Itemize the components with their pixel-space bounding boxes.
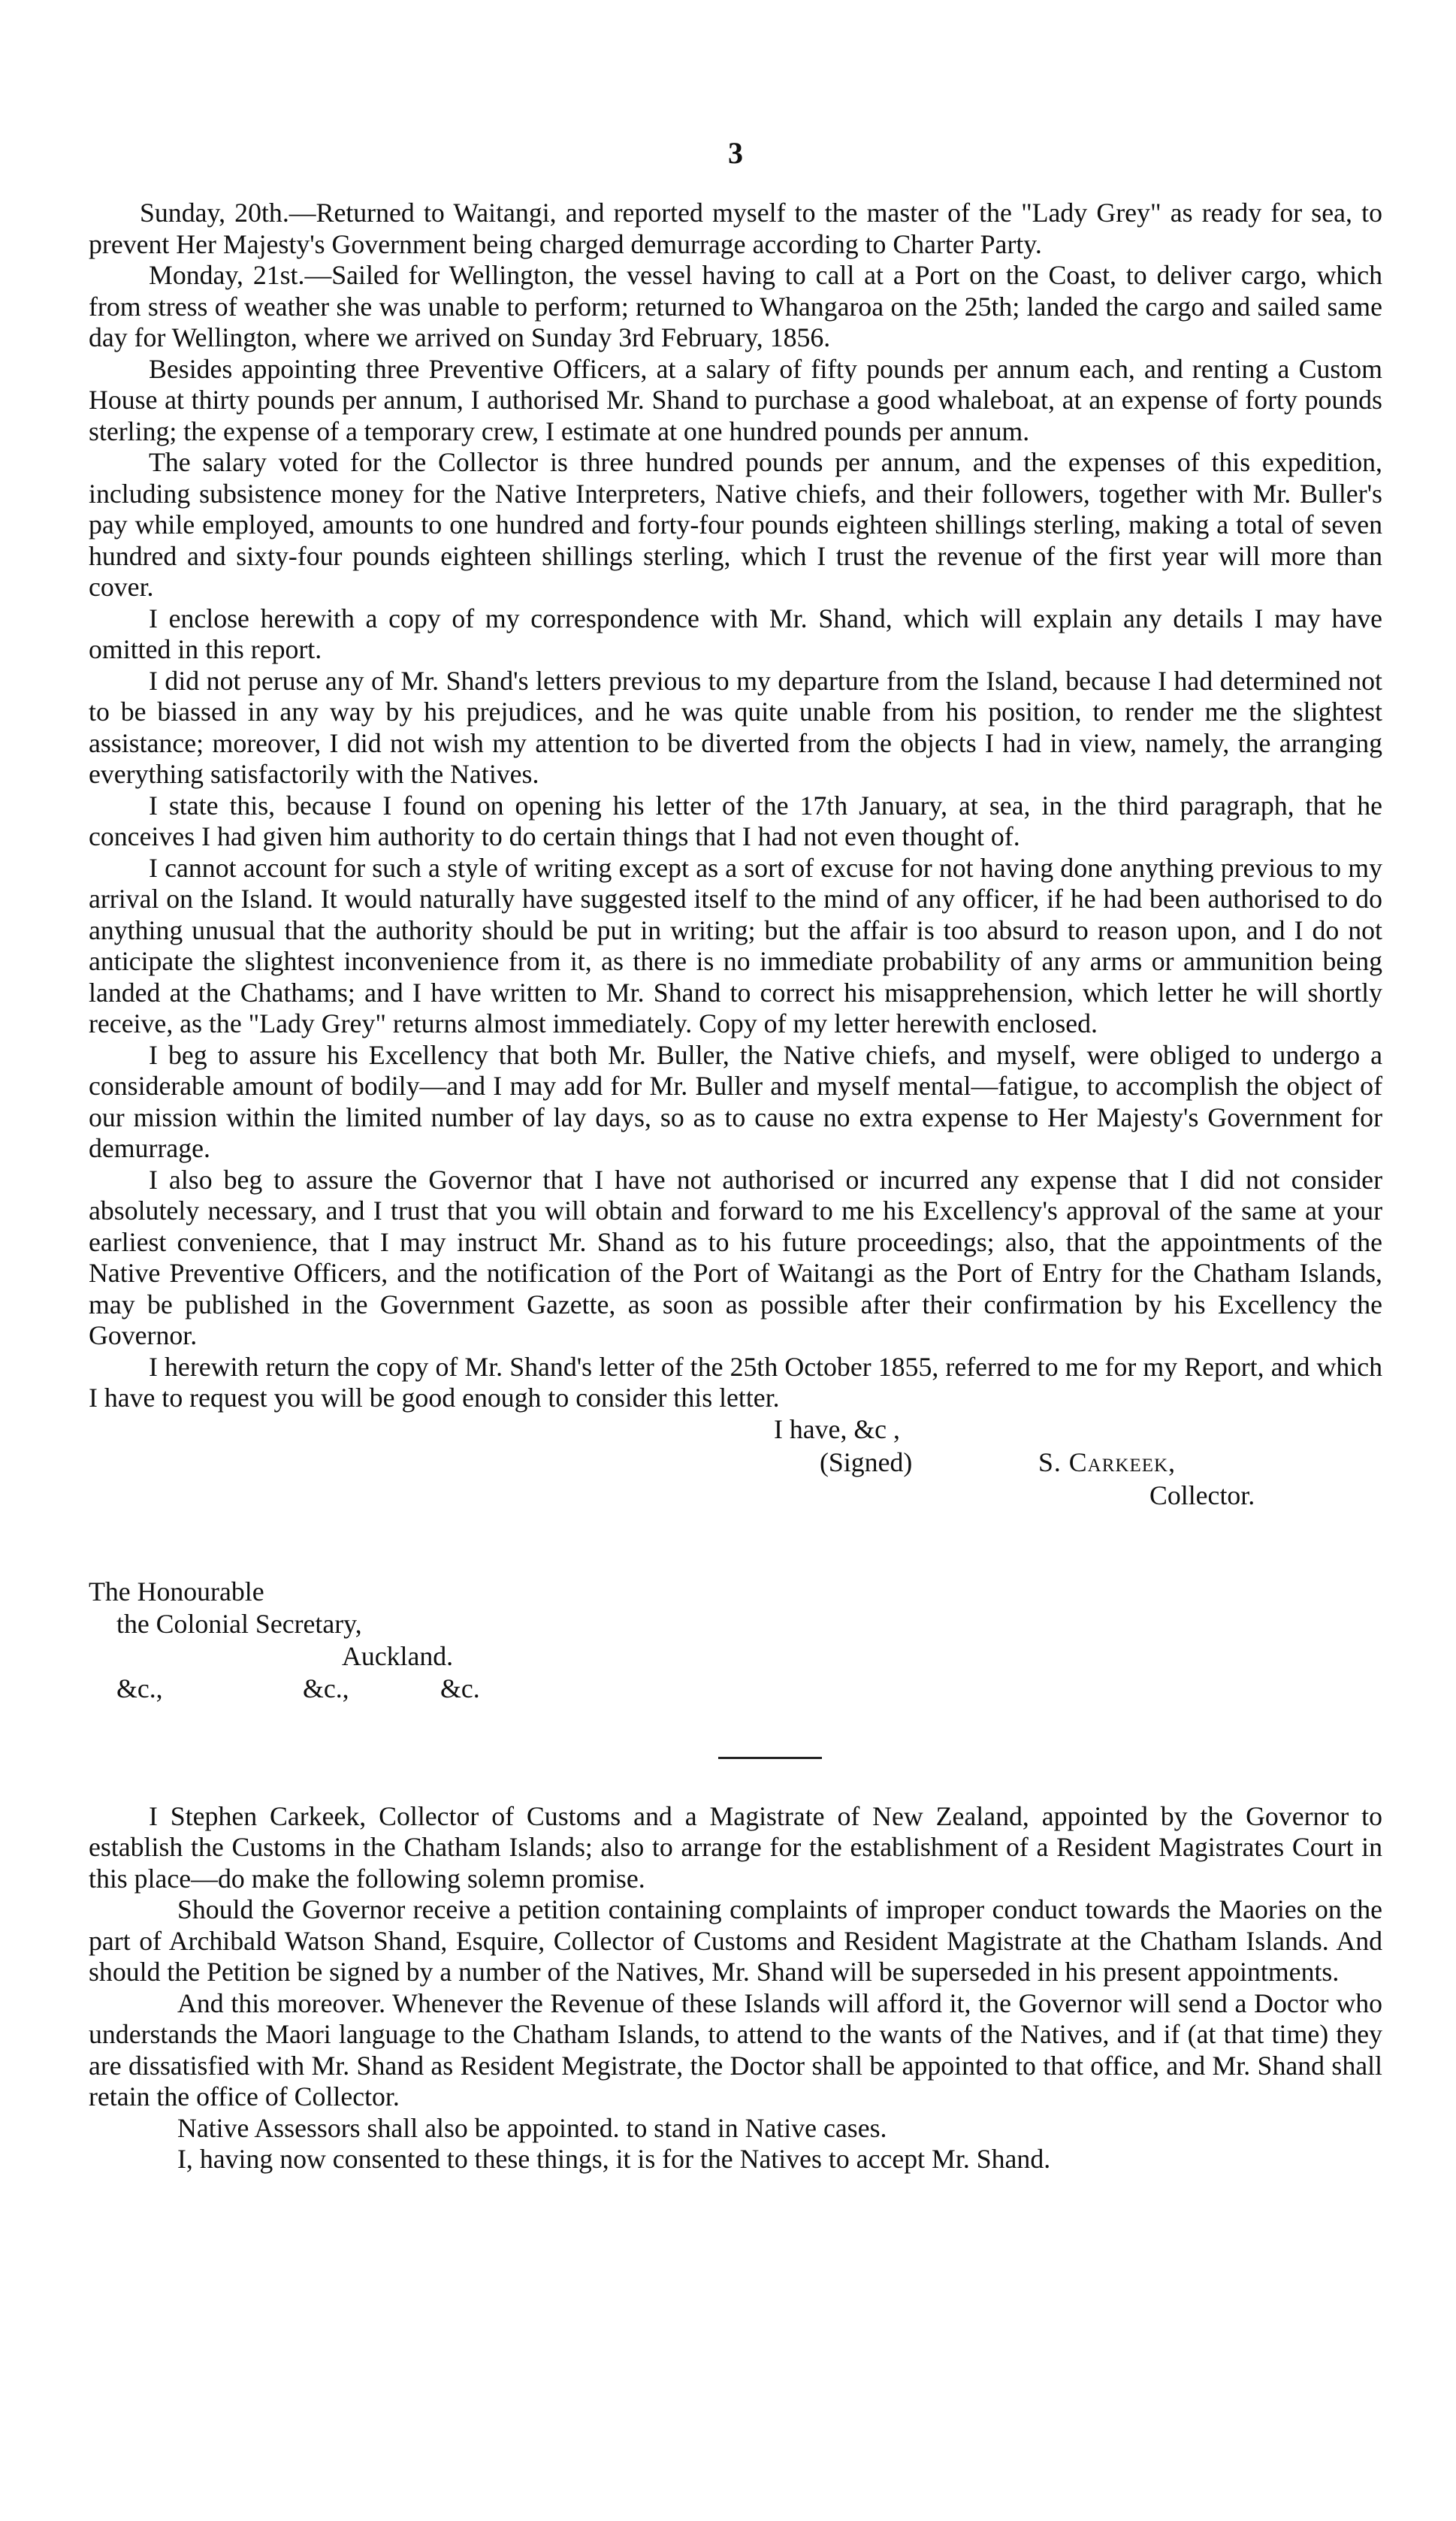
document-page [89, 135, 1382, 2175]
etc-mark: &c. [440, 1673, 480, 1703]
report-body [89, 198, 1382, 1414]
signatory-name: S. Carkeek, [1038, 1446, 1177, 1477]
report-paragraph: I did not peruse any of Mr. Shand's letters previous to my departure from the Island, because I had determined not to be biassed in any way by his prejudices, and he was quite unable from his position, to render me the slightest assistance; moreover, I did not wish my attention to be diverted from the objects I had in view, namely, the arranging everything satisfactorily with the Natives. [89, 665, 1382, 789]
report-paragraph: Sunday, 20th.—Returned to Waitangi, and reported myself to the master of the "Lady Grey" as ready for sea, to prevent Her Majesty's Government being charged demurrage according to Charter Party. [89, 198, 1382, 259]
promise-paragraph: Should the Governor receive a petition containing complaints of improper conduct towards the Maories on the part of Archibald Watson Shand, Esquire, Collector of Customs and Resident Magistrate at the Chatham Islands. And should the Petition be signed by a number of the Natives, Mr. Shand will be superseded in his present appointments. [89, 1894, 1382, 1987]
promise-body [89, 1801, 1382, 2175]
signatory-title: Collector. [1149, 1480, 1255, 1510]
report-paragraph: I state this, because I found on opening his letter of the 17th January, at sea, in the third paragraph, that he conceives I had given him authority to do certain things that I had not even thought of. [89, 790, 1382, 851]
report-paragraph: The salary voted for the Collector is three hundred pounds per annum, and the expenses of this expedition, including subsistence money for the Native Interpreters, Native chiefs, and their followers, together with Mr. Buller's pay while employed, amounts to one hundred and forty-four pounds eighteen shillings sterling, making a total of seven hundred and sixty-four pounds eighteen shillings sterling, which I trust the revenue of the first year will more than cover. [89, 447, 1382, 602]
report-paragraph: Monday, 21st.—Sailed for Wellington, the vessel having to call at a Port on the Coast, to deliver cargo, which from stress of weather she was unable to perform; returned to Whangaroa on the 25th; landed the cargo and sailed same day for Wellington, where we arrived on Sunday 3rd February, 1856. [89, 260, 1382, 352]
page-number: 3 [728, 136, 743, 170]
promise-paragraph: I Stephen Carkeek, Collector of Customs and a Magistrate of New Zealand, appointed by the Governor to establish the Customs in the Chatham Islands; also to arrange for the establishment of a Resident Magistrates Court in this place—do make the following solemn promise. [89, 1800, 1382, 1894]
addressee-line: Auckland. [342, 1640, 454, 1671]
addressee-block [89, 1576, 1382, 1734]
signed-label: (Signed) [820, 1446, 913, 1477]
report-paragraph: I beg to assure his Excellency that both Mr. Buller, the Native chiefs, and myself, were obliged to undergo a considerable amount of bodily—and I may add for Mr. Buller and myself mental—fatigue, to accomplish the object of our mission within the limited number of lay days, so as to cause no extra expense to Her Majesty's Government for demurrage. [89, 1039, 1382, 1163]
etc-mark: &c., [303, 1673, 349, 1703]
section-divider [718, 1757, 822, 1759]
signature-block [89, 1414, 1382, 1516]
promise-paragraph: And this moreover. Whenever the Revenue of these Islands will afford it, the Governor will send a Doctor who understands the Maori language to the Chatham Islands, to attend to the wants of the Natives, and if (at that time) they are dissatisfied with Mr. Shand as Resident Megistrate, the Doctor shall be appointed to that office, and Mr. Shand shall retain the office of Collector. [89, 1987, 1382, 2111]
report-paragraph: I cannot account for such a style of writing except as a sort of excuse for not having done anything previous to my arrival on the Island. It would naturally have suggested itself to the mind of any officer, if he had been authorised to do anything unusual that the authority should be put in writing; but the affair is too absurd to reason upon, and I do not anticipate the slightest inconvenience from it, as there is no immediate probability of any arms or ammunition being landed at the Chathams; and I have written to Mr. Shand to correct his misapprehension, which letter he will shortly receive, as the "Lady Grey" returns almost immediately. Copy of my letter herewith enclosed. [89, 852, 1382, 1038]
report-paragraph: I enclose herewith a copy of my correspondence with Mr. Shand, which will explain any details I may have omitted in this report. [89, 603, 1382, 664]
promise-paragraph: I, having now consented to these things, it is for the Natives to accept Mr. Shand. [177, 2144, 1051, 2174]
addressee-line: The Honourable [89, 1576, 264, 1607]
promise-paragraph: Native Assessors shall also be appointed. to stand in Native cases. [177, 2112, 887, 2143]
etc-mark: &c., [116, 1673, 163, 1703]
closing-salutation: I have, &c , [774, 1413, 900, 1444]
addressee-line: the Colonial Secretary, [116, 1608, 362, 1639]
report-paragraph: I also beg to assure the Governor that I have not authorised or incurred any expense that I did not consider absolutely necessary, and I trust that you will obtain and forward to me his Excellency's approval of the same at your earliest convenience, that I may instruct Mr. Shand as to his future proceedings; also, that the appointments of the Native Preventive Officers, and the notification of the Port of Waitangi as the Port of Entry for the Chatham Islands, may be published in the Government Gazette, as soon as possible after their confirmation by his Excellency the Governor. [89, 1164, 1382, 1350]
report-paragraph: Besides appointing three Preventive Officers, at a salary of fifty pounds per annum each, and renting a Custom House at thirty pounds per annum, I authorised Mr. Shand to purchase a good whaleboat, at an expense of forty pounds sterling; the expense of a temporary crew, I estimate at one hundred pounds per annum. [89, 353, 1382, 446]
report-paragraph: I herewith return the copy of Mr. Shand's letter of the 25th October 1855, referred to me for my Report, and which I have to request you will be good enough to consider this letter. [89, 1351, 1382, 1413]
